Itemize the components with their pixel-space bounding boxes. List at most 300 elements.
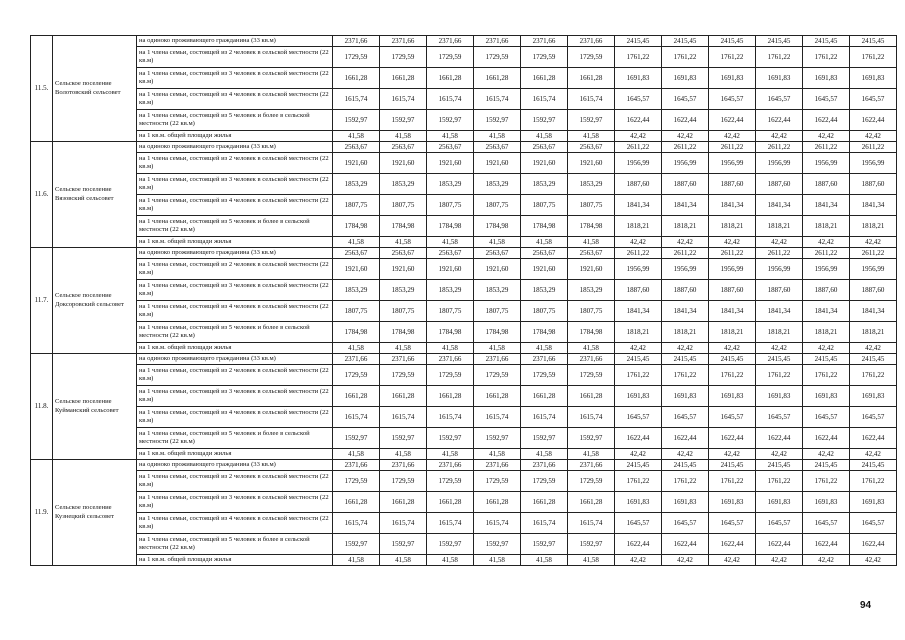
row-description: на 1 кв.м. общей площади жилья <box>137 343 333 354</box>
value-cell: 1853,29 <box>474 280 521 301</box>
value-cell: 1818,21 <box>615 322 662 343</box>
value-cell: 1841,34 <box>615 195 662 216</box>
value-cell: 1622,44 <box>662 110 709 131</box>
value-cell: 1921,60 <box>521 259 568 280</box>
value-cell: 41,58 <box>333 343 380 354</box>
value-cell: 1622,44 <box>709 110 756 131</box>
value-cell: 2611,22 <box>615 142 662 153</box>
value-cell: 1592,97 <box>427 110 474 131</box>
value-cell: 2563,67 <box>521 248 568 259</box>
value-cell: 2611,22 <box>803 248 850 259</box>
table-row <box>31 386 897 407</box>
value-cell: 1887,60 <box>709 174 756 195</box>
row-description: на 1 члена семьи, состоящей из 5 человек и более в сельской местности (22 кв.м) <box>137 110 333 131</box>
value-cell: 1592,97 <box>474 534 521 555</box>
value-cell: 1622,44 <box>803 428 850 449</box>
value-cell: 41,58 <box>427 555 474 566</box>
table-row <box>31 47 897 68</box>
table-row <box>31 449 897 460</box>
value-cell: 1921,60 <box>568 153 615 174</box>
value-cell: 1645,57 <box>803 513 850 534</box>
value-cell: 1645,57 <box>709 513 756 534</box>
value-cell: 2371,66 <box>380 354 427 365</box>
group-index: 11.5. <box>31 36 53 142</box>
table-row <box>31 153 897 174</box>
value-cell: 1592,97 <box>568 428 615 449</box>
value-cell: 1841,34 <box>615 301 662 322</box>
value-cell: 1956,99 <box>615 259 662 280</box>
value-cell: 1729,59 <box>474 47 521 68</box>
value-cell: 1761,22 <box>615 365 662 386</box>
value-cell: 2415,45 <box>662 460 709 471</box>
value-cell: 1661,28 <box>380 68 427 89</box>
value-cell: 1645,57 <box>662 407 709 428</box>
value-cell: 2371,66 <box>427 36 474 47</box>
row-description: на 1 члена семьи, состоящей из 3 человек в сельской местности (22 кв.м) <box>137 492 333 513</box>
value-cell: 1615,74 <box>380 89 427 110</box>
table-row <box>31 248 897 259</box>
table-row <box>31 216 897 237</box>
value-cell: 1645,57 <box>803 407 850 428</box>
value-cell: 1887,60 <box>850 174 897 195</box>
value-cell: 42,42 <box>803 237 850 248</box>
value-cell: 1853,29 <box>521 280 568 301</box>
group-index: 11.8. <box>31 354 53 460</box>
value-cell: 42,42 <box>709 237 756 248</box>
value-cell: 1622,44 <box>756 534 803 555</box>
value-cell: 1841,34 <box>850 195 897 216</box>
value-cell: 1661,28 <box>380 386 427 407</box>
tariff-table <box>30 35 897 566</box>
table-row <box>31 237 897 248</box>
value-cell: 1841,34 <box>803 301 850 322</box>
value-cell: 1661,28 <box>568 386 615 407</box>
value-cell: 1691,83 <box>615 492 662 513</box>
value-cell: 1887,60 <box>850 280 897 301</box>
value-cell: 1592,97 <box>333 534 380 555</box>
value-cell: 1661,28 <box>568 68 615 89</box>
value-cell: 1761,22 <box>756 471 803 492</box>
value-cell: 1592,97 <box>380 428 427 449</box>
value-cell: 1853,29 <box>333 174 380 195</box>
value-cell: 1784,98 <box>333 216 380 237</box>
value-cell: 1729,59 <box>474 471 521 492</box>
value-cell: 41,58 <box>380 343 427 354</box>
value-cell: 1818,21 <box>662 216 709 237</box>
value-cell: 41,58 <box>568 343 615 354</box>
value-cell: 1761,22 <box>850 365 897 386</box>
value-cell: 1645,57 <box>850 89 897 110</box>
value-cell: 1691,83 <box>709 492 756 513</box>
value-cell: 1956,99 <box>662 153 709 174</box>
value-cell: 1761,22 <box>803 471 850 492</box>
value-cell: 2371,66 <box>521 354 568 365</box>
value-cell: 1807,75 <box>474 301 521 322</box>
value-cell: 1841,34 <box>756 195 803 216</box>
table-row <box>31 513 897 534</box>
value-cell: 1887,60 <box>756 280 803 301</box>
value-cell: 2563,67 <box>333 142 380 153</box>
value-cell: 1956,99 <box>709 153 756 174</box>
value-cell: 41,58 <box>474 131 521 142</box>
row-description: на 1 члена семьи, состоящей из 3 человек в сельской местности (22 кв.м) <box>137 280 333 301</box>
table-row <box>31 354 897 365</box>
value-cell: 2415,45 <box>615 460 662 471</box>
value-cell: 2415,45 <box>756 36 803 47</box>
value-cell: 42,42 <box>615 237 662 248</box>
value-cell: 1956,99 <box>709 259 756 280</box>
value-cell: 41,58 <box>427 131 474 142</box>
value-cell: 1956,99 <box>803 153 850 174</box>
value-cell: 1807,75 <box>427 301 474 322</box>
value-cell: 1818,21 <box>850 322 897 343</box>
value-cell: 1887,60 <box>709 280 756 301</box>
value-cell: 41,58 <box>333 131 380 142</box>
value-cell: 1761,22 <box>709 47 756 68</box>
settlement-name: Сельское поселение Доксоровский сельсовет <box>53 248 137 354</box>
value-cell: 1853,29 <box>474 174 521 195</box>
value-cell: 42,42 <box>803 343 850 354</box>
value-cell: 2415,45 <box>803 460 850 471</box>
value-cell: 2371,66 <box>427 460 474 471</box>
row-description: на 1 члена семьи, состоящей из 5 человек и более в сельской местности (22 кв.м) <box>137 322 333 343</box>
row-description: на 1 члена семьи, состоящей из 2 человек в сельской местности (22 кв.м) <box>137 471 333 492</box>
value-cell: 1761,22 <box>850 471 897 492</box>
value-cell: 2371,66 <box>333 354 380 365</box>
row-description: на 1 кв.м. общей площади жилья <box>137 237 333 248</box>
value-cell: 42,42 <box>756 237 803 248</box>
table-row <box>31 322 897 343</box>
value-cell: 2371,66 <box>521 460 568 471</box>
value-cell: 1691,83 <box>662 492 709 513</box>
value-cell: 42,42 <box>662 343 709 354</box>
value-cell: 1887,60 <box>615 280 662 301</box>
row-description: на 1 кв.м. общей площади жилья <box>137 449 333 460</box>
value-cell: 1841,34 <box>803 195 850 216</box>
table-row <box>31 301 897 322</box>
value-cell: 1691,83 <box>615 386 662 407</box>
value-cell: 1592,97 <box>568 534 615 555</box>
value-cell: 1615,74 <box>333 89 380 110</box>
value-cell: 1818,21 <box>709 322 756 343</box>
value-cell: 2371,66 <box>474 36 521 47</box>
value-cell: 41,58 <box>380 449 427 460</box>
value-cell: 41,58 <box>521 131 568 142</box>
value-cell: 1592,97 <box>427 534 474 555</box>
value-cell: 1807,75 <box>380 195 427 216</box>
value-cell: 1661,28 <box>474 68 521 89</box>
value-cell: 2371,66 <box>380 36 427 47</box>
value-cell: 1622,44 <box>662 534 709 555</box>
value-cell: 1645,57 <box>756 89 803 110</box>
value-cell: 41,58 <box>474 343 521 354</box>
value-cell: 1853,29 <box>568 280 615 301</box>
table-row <box>31 407 897 428</box>
value-cell: 2611,22 <box>662 248 709 259</box>
row-description: на 1 члена семьи, состоящей из 3 человек в сельской местности (22 кв.м) <box>137 68 333 89</box>
value-cell: 1841,34 <box>709 195 756 216</box>
value-cell: 1661,28 <box>521 386 568 407</box>
row-description: на одиноко проживающего гражданина (33 кв.м) <box>137 248 333 259</box>
value-cell: 1622,44 <box>850 534 897 555</box>
value-cell: 1921,60 <box>380 153 427 174</box>
table-row <box>31 68 897 89</box>
value-cell: 2415,45 <box>709 354 756 365</box>
value-cell: 2611,22 <box>756 248 803 259</box>
value-cell: 2563,67 <box>474 142 521 153</box>
settlement-name: Сельское поселение Куйманский сельсовет <box>53 354 137 460</box>
value-cell: 1622,44 <box>756 428 803 449</box>
value-cell: 1921,60 <box>380 259 427 280</box>
value-cell: 2371,66 <box>333 460 380 471</box>
value-cell: 2371,66 <box>568 460 615 471</box>
value-cell: 1691,83 <box>662 386 709 407</box>
value-cell: 1807,75 <box>521 301 568 322</box>
value-cell: 42,42 <box>662 555 709 566</box>
value-cell: 1818,21 <box>756 216 803 237</box>
value-cell: 1807,75 <box>568 195 615 216</box>
table-row <box>31 195 897 216</box>
value-cell: 1661,28 <box>427 68 474 89</box>
value-cell: 1853,29 <box>521 174 568 195</box>
value-cell: 2563,67 <box>568 248 615 259</box>
group-index: 11.6. <box>31 142 53 248</box>
value-cell: 1622,44 <box>615 110 662 131</box>
value-cell: 1956,99 <box>615 153 662 174</box>
value-cell: 2415,45 <box>850 354 897 365</box>
value-cell: 41,58 <box>521 555 568 566</box>
value-cell: 1841,34 <box>709 301 756 322</box>
value-cell: 1807,75 <box>568 301 615 322</box>
value-cell: 1921,60 <box>427 153 474 174</box>
value-cell: 1592,97 <box>474 428 521 449</box>
value-cell: 2371,66 <box>474 354 521 365</box>
value-cell: 1818,21 <box>615 216 662 237</box>
value-cell: 1853,29 <box>380 174 427 195</box>
row-description: на 1 члена семьи, состоящей из 4 человек в сельской местности (22 кв.м) <box>137 513 333 534</box>
value-cell: 1615,74 <box>333 513 380 534</box>
value-cell: 2415,45 <box>709 460 756 471</box>
value-cell: 42,42 <box>803 449 850 460</box>
row-description: на 1 члена семьи, состоящей из 2 человек в сельской местности (22 кв.м) <box>137 365 333 386</box>
value-cell: 41,58 <box>333 237 380 248</box>
value-cell: 1729,59 <box>568 471 615 492</box>
value-cell: 1645,57 <box>615 513 662 534</box>
value-cell: 1921,60 <box>427 259 474 280</box>
value-cell: 42,42 <box>756 131 803 142</box>
value-cell: 1661,28 <box>427 386 474 407</box>
value-cell: 41,58 <box>474 555 521 566</box>
value-cell: 2415,45 <box>615 36 662 47</box>
value-cell: 2371,66 <box>568 354 615 365</box>
value-cell: 41,58 <box>380 237 427 248</box>
value-cell: 1807,75 <box>333 301 380 322</box>
value-cell: 42,42 <box>662 237 709 248</box>
row-description: на 1 члена семьи, состоящей из 2 человек в сельской местности (22 кв.м) <box>137 47 333 68</box>
row-description: на 1 члена семьи, состоящей из 4 человек в сельской местности (22 кв.м) <box>137 89 333 110</box>
value-cell: 1818,21 <box>803 322 850 343</box>
value-cell: 1661,28 <box>521 492 568 513</box>
value-cell: 1956,99 <box>850 153 897 174</box>
value-cell: 1818,21 <box>709 216 756 237</box>
value-cell: 1592,97 <box>427 428 474 449</box>
value-cell: 1887,60 <box>662 174 709 195</box>
value-cell: 2371,66 <box>474 460 521 471</box>
value-cell: 1729,59 <box>521 47 568 68</box>
value-cell: 2415,45 <box>756 460 803 471</box>
value-cell: 42,42 <box>615 555 662 566</box>
value-cell: 1691,83 <box>709 68 756 89</box>
value-cell: 1887,60 <box>662 280 709 301</box>
value-cell: 1807,75 <box>380 301 427 322</box>
value-cell: 1956,99 <box>756 153 803 174</box>
value-cell: 1645,57 <box>709 407 756 428</box>
value-cell: 41,58 <box>568 131 615 142</box>
value-cell: 1645,57 <box>662 513 709 534</box>
value-cell: 41,58 <box>427 237 474 248</box>
value-cell: 1615,74 <box>521 513 568 534</box>
value-cell: 1615,74 <box>568 89 615 110</box>
value-cell: 41,58 <box>521 449 568 460</box>
value-cell: 1761,22 <box>662 47 709 68</box>
value-cell: 2563,67 <box>568 142 615 153</box>
value-cell: 1729,59 <box>427 47 474 68</box>
value-cell: 1661,28 <box>474 492 521 513</box>
value-cell: 1784,98 <box>568 216 615 237</box>
table-row <box>31 534 897 555</box>
value-cell: 41,58 <box>333 555 380 566</box>
value-cell: 41,58 <box>474 237 521 248</box>
value-cell: 42,42 <box>756 555 803 566</box>
settlement-name: Сельское поселение Кузнецкий сельсовет <box>53 460 137 566</box>
value-cell: 2415,45 <box>803 354 850 365</box>
value-cell: 1661,28 <box>333 492 380 513</box>
table-row <box>31 460 897 471</box>
value-cell: 1921,60 <box>474 153 521 174</box>
value-cell: 1841,34 <box>662 195 709 216</box>
value-cell: 2415,45 <box>709 36 756 47</box>
value-cell: 42,42 <box>709 131 756 142</box>
value-cell: 1615,74 <box>568 407 615 428</box>
value-cell: 42,42 <box>850 449 897 460</box>
group-index: 11.7. <box>31 248 53 354</box>
value-cell: 1784,98 <box>568 322 615 343</box>
value-cell: 1615,74 <box>427 513 474 534</box>
value-cell: 1592,97 <box>568 110 615 131</box>
value-cell: 1622,44 <box>850 428 897 449</box>
value-cell: 2563,67 <box>427 142 474 153</box>
value-cell: 1691,83 <box>803 492 850 513</box>
value-cell: 1887,60 <box>756 174 803 195</box>
value-cell: 1622,44 <box>615 428 662 449</box>
row-description: на одиноко проживающего гражданина (33 кв.м) <box>137 142 333 153</box>
value-cell: 1818,21 <box>850 216 897 237</box>
value-cell: 1615,74 <box>427 407 474 428</box>
row-description: на 1 члена семьи, состоящей из 3 человек в сельской местности (22 кв.м) <box>137 174 333 195</box>
value-cell: 2611,22 <box>803 142 850 153</box>
value-cell: 1818,21 <box>756 322 803 343</box>
value-cell: 1729,59 <box>333 365 380 386</box>
table-row <box>31 89 897 110</box>
value-cell: 1592,97 <box>521 110 568 131</box>
value-cell: 1622,44 <box>662 428 709 449</box>
value-cell: 42,42 <box>662 449 709 460</box>
value-cell: 41,58 <box>380 131 427 142</box>
value-cell: 2611,22 <box>709 248 756 259</box>
value-cell: 1956,99 <box>756 259 803 280</box>
value-cell: 1784,98 <box>380 322 427 343</box>
row-description: на 1 члена семьи, состоящей из 4 человек в сельской местности (22 кв.м) <box>137 407 333 428</box>
value-cell: 1645,57 <box>850 407 897 428</box>
value-cell: 1592,97 <box>380 534 427 555</box>
value-cell: 42,42 <box>756 449 803 460</box>
value-cell: 1921,60 <box>521 153 568 174</box>
value-cell: 42,42 <box>850 343 897 354</box>
value-cell: 1761,22 <box>615 47 662 68</box>
value-cell: 42,42 <box>662 131 709 142</box>
value-cell: 1592,97 <box>333 428 380 449</box>
value-cell: 2563,67 <box>474 248 521 259</box>
value-cell: 41,58 <box>474 449 521 460</box>
table-row <box>31 428 897 449</box>
value-cell: 1661,28 <box>333 68 380 89</box>
value-cell: 1729,59 <box>427 365 474 386</box>
value-cell: 41,58 <box>521 237 568 248</box>
value-cell: 1729,59 <box>380 365 427 386</box>
value-cell: 1691,83 <box>803 68 850 89</box>
value-cell: 1807,75 <box>521 195 568 216</box>
value-cell: 2563,67 <box>427 248 474 259</box>
page-number: 94 <box>860 600 872 611</box>
row-description: на одиноко проживающего гражданина (33 кв.м) <box>137 460 333 471</box>
value-cell: 2611,22 <box>709 142 756 153</box>
row-description: на 1 члена семьи, состоящей из 4 человек в сельской местности (22 кв.м) <box>137 301 333 322</box>
value-cell: 1691,83 <box>850 386 897 407</box>
value-cell: 41,58 <box>380 555 427 566</box>
table-row <box>31 343 897 354</box>
value-cell: 2611,22 <box>615 248 662 259</box>
value-cell: 1691,83 <box>756 492 803 513</box>
value-cell: 1784,98 <box>427 216 474 237</box>
value-cell: 1807,75 <box>427 195 474 216</box>
row-description: на 1 члена семьи, состоящей из 2 человек в сельской местности (22 кв.м) <box>137 259 333 280</box>
value-cell: 1661,28 <box>474 386 521 407</box>
value-cell: 1661,28 <box>568 492 615 513</box>
value-cell: 2611,22 <box>850 142 897 153</box>
value-cell: 41,58 <box>568 237 615 248</box>
value-cell: 1853,29 <box>380 280 427 301</box>
value-cell: 1622,44 <box>709 534 756 555</box>
value-cell: 1592,97 <box>474 110 521 131</box>
row-description: на 1 члена семьи, состоящей из 5 человек и более в сельской местности (22 кв.м) <box>137 428 333 449</box>
value-cell: 2415,45 <box>850 460 897 471</box>
value-cell: 41,58 <box>427 343 474 354</box>
value-cell: 2371,66 <box>568 36 615 47</box>
value-cell: 1784,98 <box>427 322 474 343</box>
value-cell: 1729,59 <box>380 471 427 492</box>
value-cell: 1615,74 <box>568 513 615 534</box>
value-cell: 1921,60 <box>568 259 615 280</box>
value-cell: 2415,45 <box>756 354 803 365</box>
value-cell: 42,42 <box>709 449 756 460</box>
row-description: на одиноко проживающего гражданина (33 кв.м) <box>137 36 333 47</box>
value-cell: 1691,83 <box>850 68 897 89</box>
settlement-name: Сельское поселение Волотовский сельсовет <box>53 36 137 142</box>
value-cell: 1615,74 <box>521 407 568 428</box>
value-cell: 42,42 <box>615 343 662 354</box>
value-cell: 1622,44 <box>709 428 756 449</box>
value-cell: 1615,74 <box>474 89 521 110</box>
